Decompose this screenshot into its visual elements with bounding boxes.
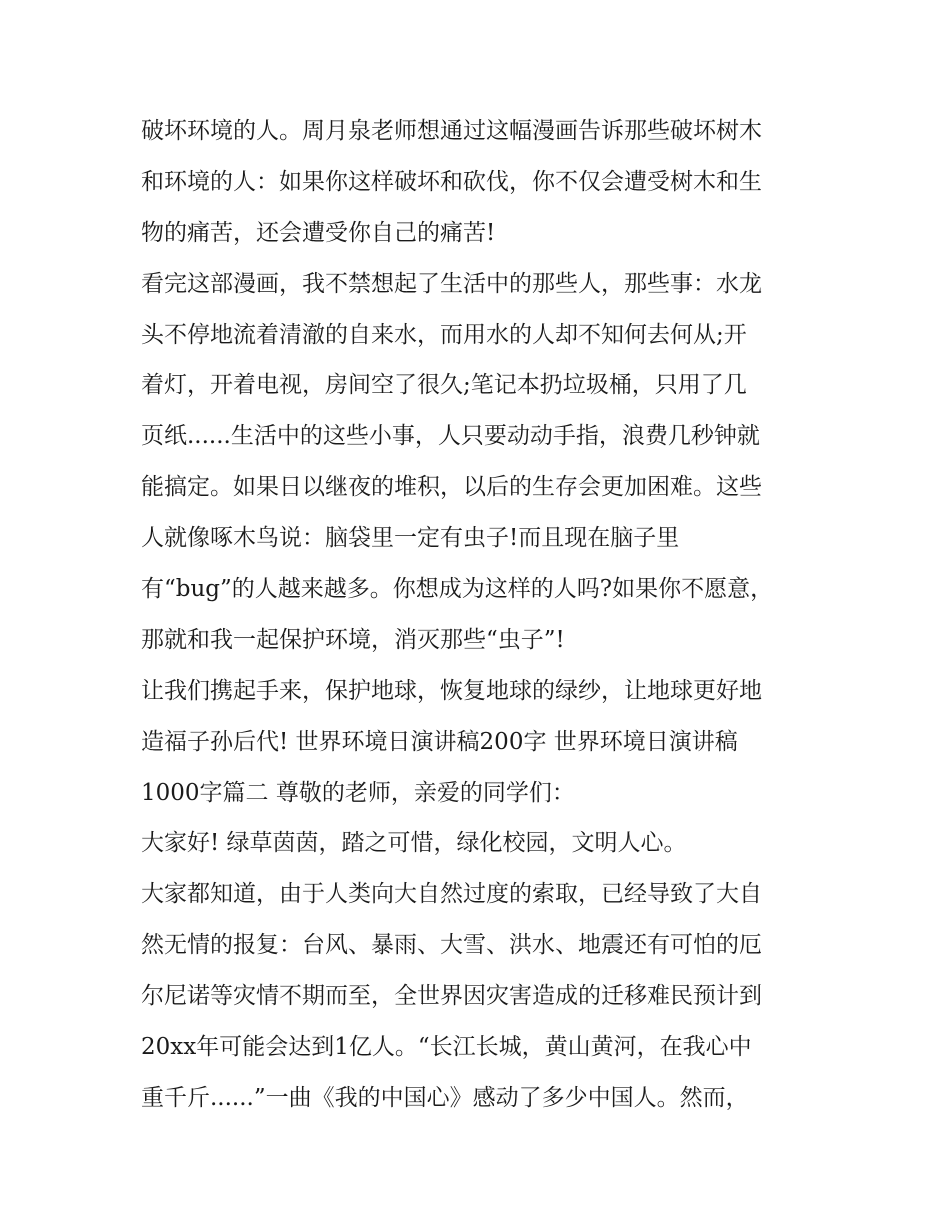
text-line: 1000字篇二 尊敬的老师，亲爱的同学们： [141,779,575,806]
text-line: 着灯，开着电视，房间空了很久;笔记本扔垃圾桶，只用了几 [141,372,747,399]
text-line: 大家都知道，由于人类向大自然过度的索取，已经导致了大自 [141,881,762,908]
text-line: 造福子孙后代! 世界环境日演讲稿200字 世界环境日演讲稿 [141,728,738,755]
text-line: 然无情的报复：台风、暴雨、大雪、洪水、地震还有可怕的厄 [141,932,762,959]
text-line: 20xx年可能会达到1亿人。“长江长城，黄山黄河，在我心中 [141,1034,752,1061]
body-text [141,106,813,1124]
text-line: 破坏环境的人。周月泉老师想通过这幅漫画告诉那些破坏树木 [141,118,762,144]
text-line: 和环境的人：如果你这样破坏和砍伐，你不仅会遭受树木和生 [141,168,762,195]
text-line: 有“bug”的人越来越多。你想成为这样的人吗?如果你不愿意， [141,576,774,603]
text-line: 尔尼诺等灾情不期而至，全世界因灾害造成的迁移难民预计到 [141,983,762,1010]
text-line: 看完这部漫画，我不禁想起了生活中的那些人，那些事：水龙 [141,270,762,297]
text-line: 重千斤......”一曲《我的中国心》感动了多少中国人。然而， [141,1084,749,1111]
text-line: 大家好! 绿草茵茵，踏之可惜，绿化校园，文明人心。 [141,830,687,857]
text-line: 人就像啄木鸟说：脑袋里一定有虫子!而且现在脑子里 [141,525,680,552]
text-line: 头不停地流着清澈的自来水，而用水的人却不知何去何从;开 [141,321,747,348]
text-line: 那就和我一起保护环境，消灭那些“虫子”! [141,626,565,653]
text-line: 物的痛苦，还会遭受你自己的痛苦! [141,219,496,246]
text-line: 页纸......生活中的这些小事，人只要动动手指，浪费几秒钟就 [141,423,760,450]
text-line: 能搞定。如果日以继夜的堆积，以后的生存会更加困难。这些 [141,474,762,501]
text-line: 让我们携起手来，保护地球，恢复地球的绿纱，让地球更好地 [141,677,762,704]
